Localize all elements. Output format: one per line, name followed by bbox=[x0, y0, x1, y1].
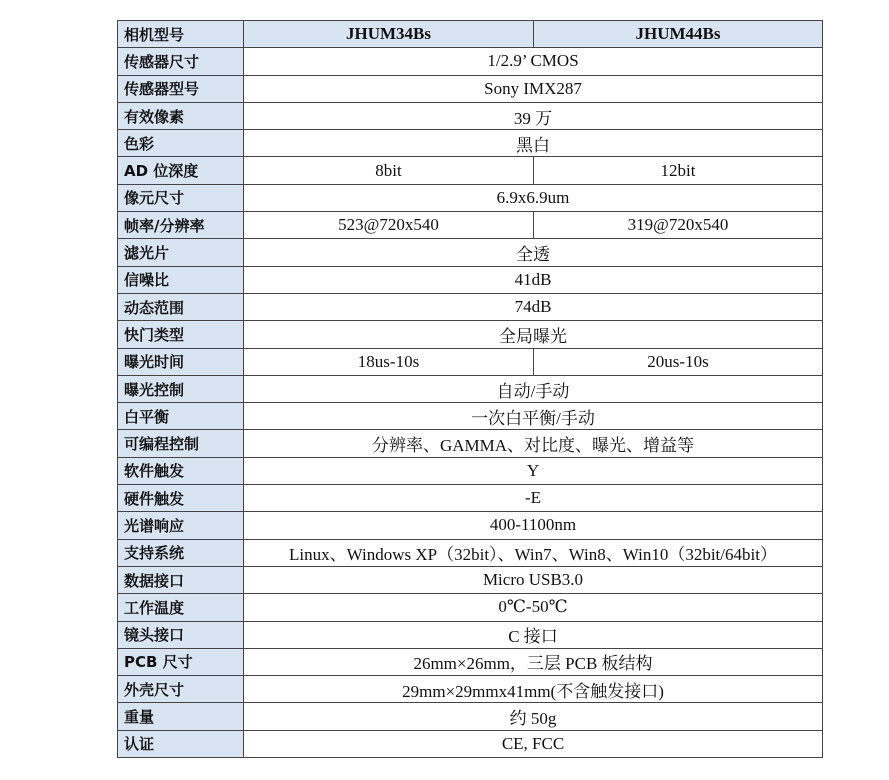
header-label: 相机型号 bbox=[118, 21, 244, 48]
row-value: 一次白平衡/手动 bbox=[244, 403, 823, 430]
table-row bbox=[118, 239, 823, 266]
row-label: 快门类型 bbox=[118, 321, 244, 348]
table-row bbox=[118, 157, 823, 184]
row-value: 全局曝光 bbox=[244, 321, 823, 348]
row-value: 0℃-50℃ bbox=[244, 594, 823, 621]
row-value: 分辨率、GAMMA、对比度、曝光、增益等 bbox=[244, 430, 823, 457]
table-row bbox=[118, 648, 823, 675]
row-value-model-a: 8bit bbox=[244, 157, 534, 184]
table-row bbox=[118, 703, 823, 730]
table-row bbox=[118, 566, 823, 593]
table-row bbox=[118, 485, 823, 512]
table-row bbox=[118, 430, 823, 457]
row-label: 像元尺寸 bbox=[118, 184, 244, 211]
table-row bbox=[118, 621, 823, 648]
row-value: Linux、Windows XP（32bit）、Win7、Win8、Win10（32bit/64bit） bbox=[244, 539, 823, 566]
row-value: 39 万 bbox=[244, 102, 823, 129]
row-value: Micro USB3.0 bbox=[244, 566, 823, 593]
row-value: 29mm×29mmx41mm(不含触发接口) bbox=[244, 676, 823, 703]
spec-table-body bbox=[118, 21, 823, 758]
row-value: 26mm×26mm，三层 PCB 板结构 bbox=[244, 648, 823, 675]
row-value-model-a: 18us-10s bbox=[244, 348, 534, 375]
table-row bbox=[118, 75, 823, 102]
row-label: 滤光片 bbox=[118, 239, 244, 266]
row-value: 74dB bbox=[244, 293, 823, 320]
table-row bbox=[118, 184, 823, 211]
row-label: 色彩 bbox=[118, 130, 244, 157]
row-value: 1/2.9’ CMOS bbox=[244, 48, 823, 75]
row-label: 光谱响应 bbox=[118, 512, 244, 539]
row-label: 认证 bbox=[118, 730, 244, 757]
table-row bbox=[118, 676, 823, 703]
table-row bbox=[118, 539, 823, 566]
row-label: 工作温度 bbox=[118, 594, 244, 621]
row-value: 黑白 bbox=[244, 130, 823, 157]
model-b-name: JHUM44Bs bbox=[534, 21, 823, 48]
row-label: 帧率/分辨率 bbox=[118, 212, 244, 239]
row-label: 镜头接口 bbox=[118, 621, 244, 648]
row-value: 约 50g bbox=[244, 703, 823, 730]
table-row bbox=[118, 48, 823, 75]
row-value: C 接口 bbox=[244, 621, 823, 648]
row-value: 400-1100nm bbox=[244, 512, 823, 539]
row-value-model-b: 20us-10s bbox=[534, 348, 823, 375]
table-row bbox=[118, 348, 823, 375]
row-value: -E bbox=[244, 485, 823, 512]
row-label: 传感器尺寸 bbox=[118, 48, 244, 75]
table-row bbox=[118, 512, 823, 539]
row-label: 动态范围 bbox=[118, 293, 244, 320]
table-row bbox=[118, 321, 823, 348]
row-label: AD 位深度 bbox=[118, 157, 244, 184]
row-label: 白平衡 bbox=[118, 403, 244, 430]
table-row bbox=[118, 212, 823, 239]
table-row bbox=[118, 293, 823, 320]
table-row bbox=[118, 457, 823, 484]
table-header-row bbox=[118, 21, 823, 48]
table-row bbox=[118, 102, 823, 129]
row-label: 信噪比 bbox=[118, 266, 244, 293]
table-row bbox=[118, 594, 823, 621]
row-value: 41dB bbox=[244, 266, 823, 293]
row-label: 支持系统 bbox=[118, 539, 244, 566]
row-value: 全透 bbox=[244, 239, 823, 266]
row-label: 数据接口 bbox=[118, 566, 244, 593]
row-label: 硬件触发 bbox=[118, 485, 244, 512]
table-row bbox=[118, 130, 823, 157]
row-label: 可编程控制 bbox=[118, 430, 244, 457]
table-row bbox=[118, 375, 823, 402]
row-label: 有效像素 bbox=[118, 102, 244, 129]
row-value-model-b: 12bit bbox=[534, 157, 823, 184]
table-row bbox=[118, 403, 823, 430]
row-label: 重量 bbox=[118, 703, 244, 730]
row-value-model-b: 319@720x540 bbox=[534, 212, 823, 239]
row-label: 曝光时间 bbox=[118, 348, 244, 375]
row-label: 传感器型号 bbox=[118, 75, 244, 102]
row-label: 曝光控制 bbox=[118, 375, 244, 402]
spec-table bbox=[117, 20, 823, 758]
table-row bbox=[118, 266, 823, 293]
row-value: 6.9x6.9um bbox=[244, 184, 823, 211]
model-a-name: JHUM34Bs bbox=[244, 21, 534, 48]
row-label: PCB 尺寸 bbox=[118, 648, 244, 675]
row-value: 自动/手动 bbox=[244, 375, 823, 402]
table-row bbox=[118, 730, 823, 757]
row-value: CE, FCC bbox=[244, 730, 823, 757]
row-label: 软件触发 bbox=[118, 457, 244, 484]
row-label: 外壳尺寸 bbox=[118, 676, 244, 703]
row-value-model-a: 523@720x540 bbox=[244, 212, 534, 239]
row-value: Y bbox=[244, 457, 823, 484]
row-value: Sony IMX287 bbox=[244, 75, 823, 102]
